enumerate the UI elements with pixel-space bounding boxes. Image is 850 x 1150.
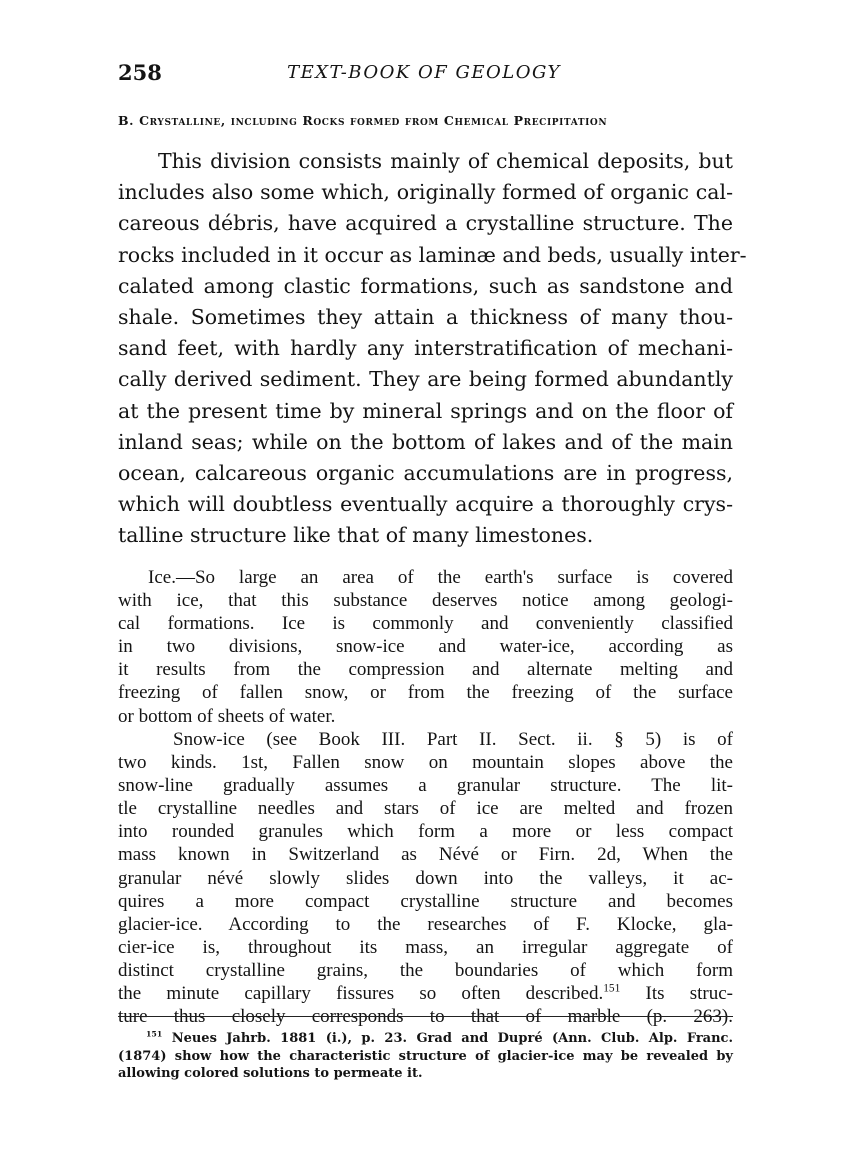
text-line: Ice.—So large an area of the earth's surface is covered (148, 567, 733, 588)
text-line: calated among clastic formations, such as sandstone and (118, 273, 733, 298)
footnote-line (118, 1030, 733, 1048)
text-line: rocks included in it occur as laminæ and beds, usually inter- (118, 242, 747, 267)
text-line: quires a more compact crystalline structure and becomes (118, 890, 733, 912)
intro-paragraph (118, 146, 747, 551)
footnote-text: Neues Jahrb. 1881 (i.), p. 23. Grad and Dupré (Ann. Club. Alp. Franc. (171, 1031, 733, 1046)
snow-ice-paragraph (118, 728, 733, 1028)
section-heading: B. Crystalline, including Rocks formed from Chemical Precipitation (118, 113, 608, 128)
text-line: which will doubtless eventually acquire a thoroughly crys- (118, 492, 733, 517)
text-line: includes also some which, originally formed of organic cal- (118, 180, 733, 205)
text-line: shale. Sometimes they attain a thickness of many thou- (118, 304, 733, 329)
text-line: it results from the compression and alternate melting and (118, 659, 733, 681)
footnote (118, 1030, 733, 1083)
footnote-marker: 151 (146, 1029, 163, 1039)
text-line: in two divisions, snow-ice and water-ice, according as (118, 636, 733, 658)
footnote-line: (1874) show how the characteristic structure of glacier-ice may be revealed by (118, 1048, 733, 1064)
text-line: mass known in Switzerland as Névé or Firn. 2d, When the (118, 844, 733, 866)
text-line: careous débris, have acquired a crystalline structure. The (118, 211, 733, 236)
text-line: two kinds. 1st, Fallen snow on mountain slopes above the (118, 752, 733, 774)
text-line: into rounded granules which form a more or less compact (118, 821, 733, 843)
text-line: cier-ice is, throughout its mass, an irregular aggregate of (118, 936, 733, 958)
running-head (118, 60, 730, 88)
text-line: inland seas; while on the bottom of lakes and of the main (118, 429, 733, 454)
text-segment: the minute capillary fissures so often described. (118, 983, 604, 1005)
text-line: Snow-ice (see Book III. Part II. Sect. ii. § 5) is of (173, 729, 733, 750)
text-line: glacier-ice. According to the researches of F. Klocke, gla- (118, 913, 733, 935)
text-line: freezing of fallen snow, or from the freezing of the surface (118, 682, 733, 704)
ice-paragraph (118, 566, 733, 728)
text-line: ture thus closely corresponds to that of marble (p. 263). (118, 1006, 733, 1028)
page-number: 258 (118, 60, 162, 85)
text-line: tle crystalline needles and stars of ice are melted and frozen (118, 798, 733, 820)
text-segment: Its struc- (645, 983, 733, 1005)
footnote-line: allowing colored solutions to permeate it. (118, 1066, 423, 1081)
text-line: granular névé slowly slides down into the valleys, it ac- (118, 867, 733, 889)
text-line: distinct crystalline grains, the boundaries of which form (118, 959, 733, 981)
text-line: cal formations. Ice is commonly and conveniently classified (118, 613, 733, 635)
text-line: talline structure like that of many limestones. (118, 523, 594, 548)
text-line: at the present time by mineral springs and on the floor of (118, 398, 733, 423)
text-line: This division consists mainly of chemical deposits, but (158, 149, 733, 173)
running-title: TEXT-BOOK OF GEOLOGY (287, 62, 561, 83)
text-line: snow-line gradually assumes a granular structure. The lit- (118, 775, 733, 797)
text-line: ocean, calcareous organic accumulations are in progress, (118, 460, 733, 485)
footnote-divider (118, 1016, 733, 1017)
text-line: with ice, that this substance deserves notice among geologi- (118, 590, 733, 612)
text-line: sand feet, with hardly any interstratification of mechani- (118, 336, 733, 361)
text-line: or bottom of sheets of water. (118, 705, 336, 727)
text-line-with-ref (118, 982, 733, 1005)
footnote-ref[interactable]: 151 (603, 982, 621, 995)
text-line: cally derived sediment. They are being formed abundantly (118, 367, 733, 392)
